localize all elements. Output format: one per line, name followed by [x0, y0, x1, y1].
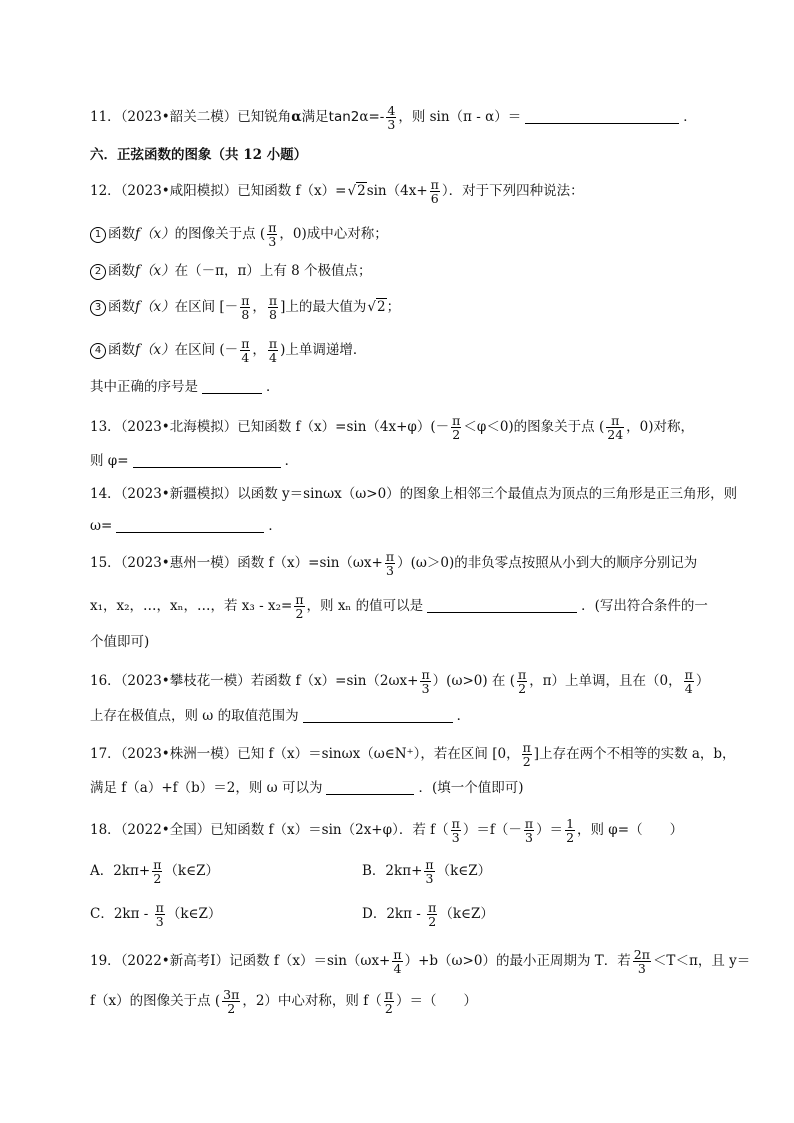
q18-option-d[interactable]: D．2kπ - $\frac{\pi}{2}$ （k∈Z） [362, 900, 494, 929]
answer-blank[interactable] [202, 392, 262, 394]
q11-alpha: α [291, 109, 302, 125]
q12-text: ）．对于下列四种说法： [441, 183, 584, 199]
fraction: $\frac{3\pi}{2}$ [223, 987, 240, 1016]
q17-line: 17．（2023•株洲一模）已知 f（x）＝sinωx（ω∈N⁺），若在区间 [0， $\frac{\pi}{2}$ ]上存在两个不相等的实数 a，b， [90, 740, 736, 769]
q12-ask: 其中正确的序号是 ． [90, 379, 280, 395]
q11-eq: =- [368, 109, 385, 125]
fraction: $\frac{\pi}{3}$ [524, 816, 534, 845]
q11-text: ，则 sin（π - α）＝ [398, 109, 522, 125]
q11-text: 满足 [301, 109, 329, 125]
question-number: 17． [90, 746, 121, 762]
question-number: 13． [90, 419, 121, 435]
q11-line [90, 104, 697, 131]
question-source: （2023•惠州一模） [120, 555, 238, 571]
sqrt-icon: √ 2 [367, 297, 386, 317]
q19-line: 19．（2022•新高考Ⅰ）记函数 f（x）＝sin（ωx+ $\frac{\pi}{4}$ ）+b（ω>0）的最小正周期为 T．若 $\frac{2\pi}{3}$ ＜T＜π，且 y＝ [90, 947, 751, 976]
fraction: $\frac{\pi}{4}$ [684, 667, 693, 696]
q12-option-1: 1 函数f（x）的图像关于点 ( $\frac{\pi}{3}$ ，0)成中心对称； [90, 221, 388, 248]
q12-text: sin（4x+ [366, 183, 428, 199]
q12-line [90, 178, 584, 205]
circled-number-icon: 1 [90, 227, 106, 243]
fraction: $\frac{\pi}{2}$ [153, 857, 162, 886]
q11-fraction: $\frac{4}{3}$ [387, 103, 396, 132]
fraction: $\frac{\pi}{8}$ [268, 293, 278, 322]
q15-line-2: x₁，x₂，…，xₙ，…，若 x₃ - x₂= $\frac{\pi}{2}$ ，则 xₙ 的值可以是 ．(写出符合条件的一 [90, 592, 708, 621]
question-source: （2023•攀枝花一模） [120, 673, 251, 689]
question-source: （2023•咸阳模拟） [120, 183, 238, 199]
question-number: 18． [90, 822, 121, 838]
fraction: $\frac{\pi}{3}$ [425, 857, 434, 886]
q15-line-3: 个值即可) [90, 634, 150, 650]
q18-option-c[interactable]: C．2kπ - $\frac{\pi}{3}$ （k∈Z） [90, 900, 222, 929]
question-source: （2023•北海模拟） [120, 419, 238, 435]
sqrt-icon: √ 2 [347, 181, 366, 201]
q15-line: 15．（2023•惠州一模）函数 f（x）=sin（ωx+ $\frac{\pi}{3}$ ）(ω＞0)的非负零点按照从小到大的顺序分别记为 [90, 549, 698, 578]
answer-blank[interactable] [427, 611, 577, 613]
q12-text: 已知函数 f（x）= [237, 183, 347, 199]
q13-line-2: 则 φ= ． [90, 453, 299, 469]
question-number: 15． [90, 555, 121, 571]
fraction: $\frac{\pi}{2}$ [384, 987, 393, 1016]
question-number: 19． [90, 953, 121, 969]
fraction: $\frac{\pi}{24}$ [607, 413, 624, 442]
fraction: $\frac{\pi}{8}$ [241, 293, 250, 322]
answer-blank[interactable] [133, 466, 281, 468]
q18-option-a[interactable]: A．2kπ+ $\frac{\pi}{2}$ （k∈Z） [90, 857, 219, 886]
q18-line: 18．（2022•全国）已知函数 f（x）＝sin（2x+φ）．若 f（ $\frac{\pi}{3}$ ）＝f（－ $\frac{\pi}{3}$ ）＝ $\frac{1}{2}$ ，则 φ=（ ） [90, 816, 684, 845]
question-number: 16． [90, 673, 121, 689]
question-source: （2023•韶关二模） [120, 109, 238, 125]
fraction: $\frac{\pi}{2}$ [428, 900, 437, 929]
fraction: $\frac{\pi}{2}$ [522, 740, 531, 769]
fraction: $\frac{\pi}{3}$ [451, 816, 460, 845]
fraction: $\frac{\pi}{2}$ [295, 592, 304, 621]
fraction: $\frac{\pi}{4}$ [393, 947, 402, 976]
fraction: $\frac{\pi}{3}$ [385, 549, 395, 578]
q11-text: 已知锐角 [237, 109, 292, 125]
fraction: $\frac{\pi}{4}$ [268, 336, 278, 365]
q14-line: 14．（2023•新疆模拟）以函数 y＝sinωx（ω>0）的图象上相邻三个最值点为顶点的三角形是正三角形，则 [90, 486, 738, 502]
fraction: $\frac{1}{2}$ [566, 816, 575, 845]
fraction: $\frac{\pi}{2}$ [452, 413, 461, 442]
question-number: 14． [90, 486, 121, 502]
answer-blank[interactable] [525, 122, 679, 124]
fraction: $\frac{\pi}{4}$ [241, 336, 250, 365]
question-source: （2022•新高考Ⅰ） [120, 953, 230, 969]
question-source: （2023•株洲一模） [120, 746, 238, 762]
circled-number-icon: 3 [90, 300, 106, 316]
q16-line-2: 上存在极值点，则 ω 的取值范围为 ． [90, 708, 471, 724]
q11-tan: tan2 [328, 109, 360, 125]
q14-line-2: ω= ． [90, 518, 282, 534]
q18-option-b[interactable]: B．2kπ+ $\frac{\pi}{3}$ （k∈Z） [362, 857, 492, 886]
fraction: $\frac{\pi}{3}$ [421, 667, 430, 696]
circled-number-icon: 2 [90, 264, 106, 280]
q12-fraction: $\frac{\pi}{6}$ [430, 177, 439, 206]
answer-blank[interactable] [326, 793, 414, 795]
q17-line-2: 满足 f（a）+f（b）＝2，则 ω 可以为 ．(填一个值即可) [90, 780, 524, 796]
q16-line: 16．（2023•攀枝花一模）若函数 f（x）=sin（2ωx+ $\frac{\pi}{3}$ ）(ω>0) 在 ( $\frac{\pi}{2}$ ，π）上单调，且在（0， $\frac{\pi}{4}$ ） [90, 667, 710, 696]
question-source: （2023•新疆模拟） [120, 486, 238, 502]
answer-blank[interactable] [116, 531, 264, 533]
answer-blank[interactable] [303, 721, 453, 723]
question-number: 11． [90, 109, 121, 125]
fraction: $\frac{2\pi}{3}$ [633, 947, 650, 976]
circled-number-icon: 4 [90, 343, 106, 359]
question-source: （2022•全国） [120, 822, 211, 838]
q12-option-3: 3 函数f（x）在区间 [－ $\frac{\pi}{8}$ ， $\frac{\pi}{8}$ ]上的最大值为√ 2； [90, 294, 400, 321]
section-title: 六．正弦函数的图象（共 12 小题） [90, 147, 308, 163]
q19-line-2: f（x）的图像关于点 ( $\frac{3\pi}{2}$ ，2）中心对称，则 f（ $\frac{\pi}{2}$ ）＝（ ） [90, 987, 477, 1016]
question-number: 12． [90, 183, 121, 199]
q13-line: 13．（2023•北海模拟）已知函数 f（x）=sin（4x+φ）(－ $\frac{\pi}{2}$ ＜φ＜0)的图象关于点 ( $\frac{\pi}{24}$ ，0)对称， [90, 413, 695, 442]
fraction: $\frac{\pi}{2}$ [517, 667, 527, 696]
fraction: $\frac{\pi}{3}$ [268, 220, 277, 249]
q12-option-4: 4 函数f（x）在区间 (－ $\frac{\pi}{4}$ ， $\frac{\pi}{4}$ )上单调递增． [90, 337, 366, 364]
q11-alpha2: α [359, 109, 369, 125]
q11-end: ． [683, 109, 697, 125]
fraction: $\frac{\pi}{3}$ [155, 900, 164, 929]
q12-option-2: 2 函数f（x）在（－π，π）上有 8 个极值点； [90, 261, 372, 281]
